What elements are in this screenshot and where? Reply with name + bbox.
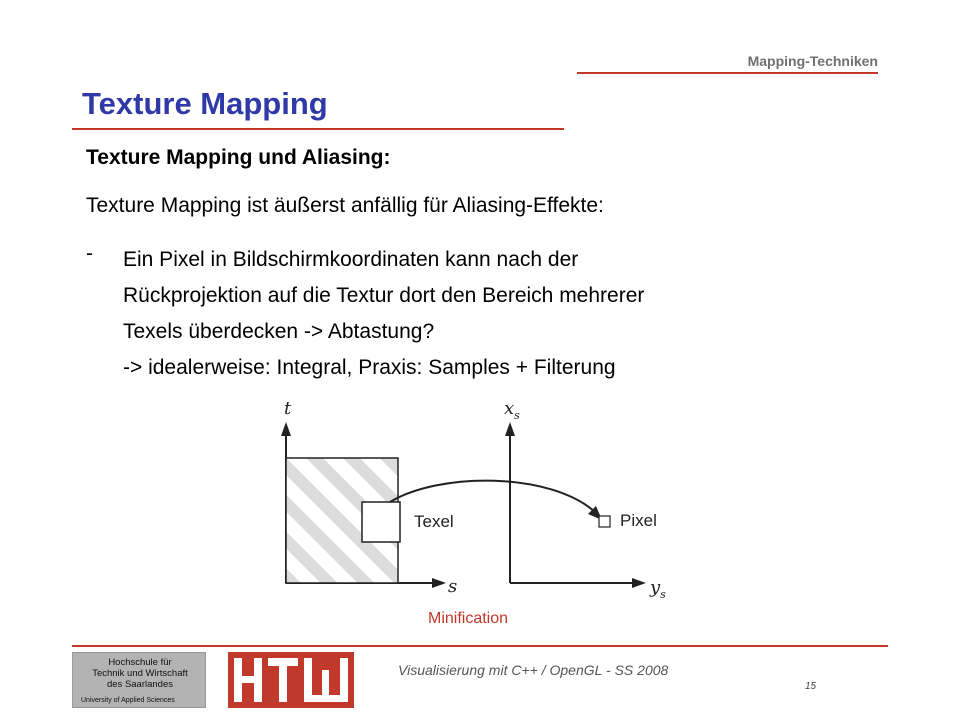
minification-figure: [240, 392, 700, 607]
bullet-dash: -: [86, 242, 93, 265]
bullet-text: [123, 242, 843, 386]
bullet-line: Texels überdecken -> Abtastung?: [123, 320, 435, 343]
mapping-arc: [390, 481, 595, 512]
bullet-line: -> idealerweise: Integral, Praxis: Samples + Filterung: [123, 356, 616, 379]
section-label: Mapping-Techniken: [747, 53, 878, 69]
logo-line: des Saarlandes: [106, 679, 174, 690]
right-y-axis-label: $x_s$: [504, 398, 520, 422]
header-rule: [577, 72, 878, 74]
intro-text: Texture Mapping ist äußerst anfällig für Aliasing-Effekte:: [86, 194, 604, 217]
page-number: 15: [805, 681, 817, 692]
bullet-line: Ein Pixel in Bildschirmkoordinaten kann nach der: [123, 248, 579, 271]
left-x-arrowhead: [432, 578, 446, 588]
course-footer: Visualisierung mit C++ / OpenGL - SS 2008: [398, 662, 669, 678]
figure-caption: Minification: [428, 610, 509, 627]
slide-title: Texture Mapping: [82, 86, 328, 121]
right-x-arrowhead: [632, 578, 646, 588]
texel-box: [362, 502, 400, 542]
bullet-line: Rückprojektion auf die Textur dort den Bereich mehrerer: [123, 284, 645, 307]
right-x-axis-label: $y_s$: [650, 577, 666, 601]
texel-label: Texel: [414, 512, 454, 531]
right-y-arrowhead: [505, 422, 515, 436]
logo-subline: University of Applied Sciences: [81, 697, 175, 704]
logo-line: Hochschule für: [108, 657, 172, 668]
title-underline: [72, 128, 564, 130]
htw-logo-icon: [228, 652, 354, 708]
slide-subtitle: Texture Mapping und Aliasing:: [86, 146, 391, 169]
logo-line: Technik und Wirtschaft: [92, 668, 188, 679]
left-x-axis-label: s: [448, 576, 458, 597]
left-y-axis-label: t: [284, 398, 292, 419]
left-y-arrowhead: [281, 422, 291, 436]
pixel-box: [599, 516, 610, 527]
pixel-label: Pixel: [620, 511, 657, 530]
university-logo: [72, 652, 206, 708]
footer-rule: [72, 645, 888, 647]
